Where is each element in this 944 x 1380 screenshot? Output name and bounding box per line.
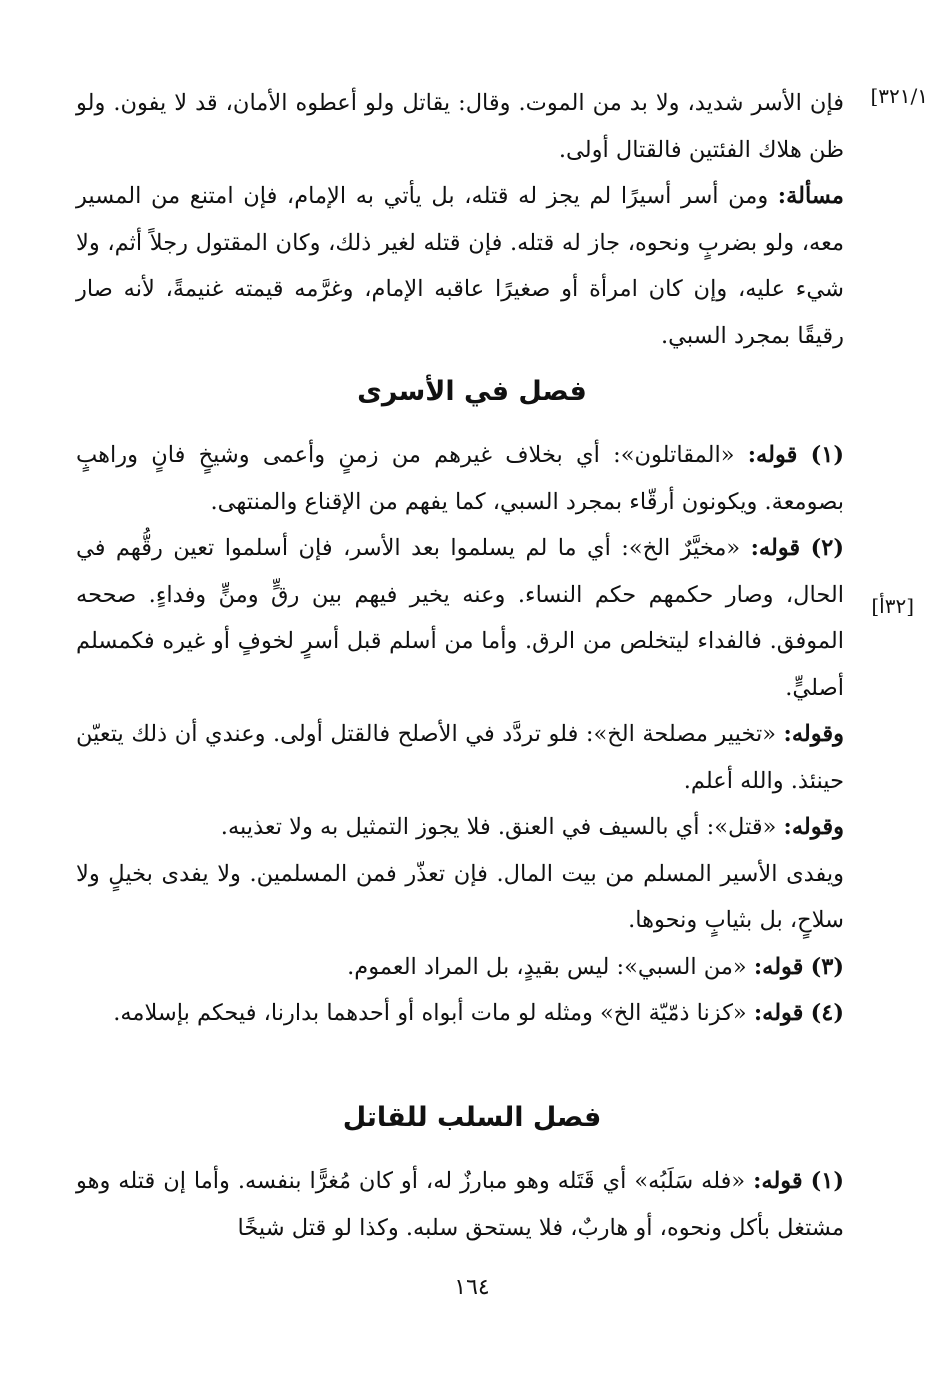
section-heading-spoils: فصل السلب للقاتل [342,1102,602,1133]
page-number: ١٦٤ [454,1275,490,1300]
note-number: (١) [810,442,845,468]
note-3 [76,944,844,991]
paragraph-label: وقوله: [783,721,844,747]
note-1 [76,1158,844,1251]
margin-reference-mid: [٣٢أ] [871,594,914,618]
paragraph-takhyir [76,711,844,804]
note-text: «كزنا ذمّيّة الخ» ومثله لو مات أبواه أو أحدهما بدارنا، فيحكم بإسلامه. [113,1000,754,1026]
note-label: قوله: [747,442,798,468]
opening-text [76,80,844,359]
note-text: «المقاتلون»: أي بخلاف غيرهم من زمنٍ وأعمى وشيخٍ فانٍ وراهبٍ بصومعة. ويكونون أرقّاء بمجرد السبي، كما يفهم من الإقناع والمنتهى. [76,442,844,515]
note-number: (٤) [810,1000,844,1026]
note-label: قوله: [750,535,801,561]
note-1 [76,432,844,525]
masala-text: ومن أسر أسيرًا لم يجز له قتله، بل يأتي به الإمام، فإن امتنع من المسير معه، ولو بضربٍ ونحوه، جاز له قتله. فإن قتله لغير ذلك، وكان المقتول رجلاً أثم، ولا شيء عليه، وإن كان امرأة أو صغيرًا عاقبه الإمام، وغرَّمه قيمته غنيمةً، لأنه صار رقيقًا بمجرد السبي. [76,183,844,349]
note-text: «من السبي»: ليس بقيدٍ، بل المراد العموم. [347,953,754,980]
note-number: (١) [810,1168,844,1194]
note-4 [76,990,844,1037]
section-heading-captives: فصل في الأسرى [357,376,587,407]
note-label: قوله: [753,1000,804,1026]
note-label: قوله: [753,1168,803,1194]
paragraph-fida: ويفدى الأسير المسلم من بيت المال. فإن تعذّر فمن المسلمين. ولا يفدى بخيلٍ ولا سلاحٍ، بل بثيابٍ ونحوها. [76,860,844,933]
paragraph-continuation: فإن الأسر شديد، ولا بد من الموت. وقال: يقاتل ولو أعطوه الأمان، قد لا يفون. ولو ظن هلاك الفئتين فالقتال أولى. [76,90,844,163]
note-number: (٢) [810,535,844,561]
captives-section-text [76,432,844,1037]
paragraph-masala [76,173,844,359]
paragraph-text: «تخيير مصلحة الخ»: فلو تردَّد في الأصلح فالقتل أولى. وعندي أن ذلك يتعيّن حينئذ. والله أعلم. [76,721,844,794]
note-2 [76,525,844,711]
note-text: «فله سَلَبُه» أي قَتَله وهو مبارزٌ له، أو كان مُغرًّا بنفسه. وأما إن قتله وهو مشتغل بأكل ونحوه، أو هاربٌ، فلا يستحق سلبه. وكذا لو قتل شيخًا [76,1168,844,1241]
paragraph-label: وقوله: [783,814,844,840]
note-label: قوله: [753,953,804,980]
note-number: (٣) [810,953,844,980]
paragraph-qatl [76,804,844,851]
note-text: «مخيَّرٌ الخ»: أي ما لم يسلموا بعد الأسر، فإن أسلموا تعين رقُّهم في الحال، وصار حكمهم حكم النساء. وعنه يخير فيهم بين رقٍّ ومنٍّ وفداءٍ. صححه الموفق. فالفداء ليتخلص من الرق. وأما من أسلم قبل أسرٍ لخوفٍ أو غيره فكمسلم أصليٍّ. [76,535,844,701]
masala-label: مسألة: [777,183,844,209]
margin-reference-top: [٣٢١/١ [870,84,928,108]
spoils-section-text [76,1158,844,1251]
paragraph-text: «قتل»: أي بالسيف في العنق. فلا يجوز التمثيل به ولا تعذيبه. [220,814,784,840]
